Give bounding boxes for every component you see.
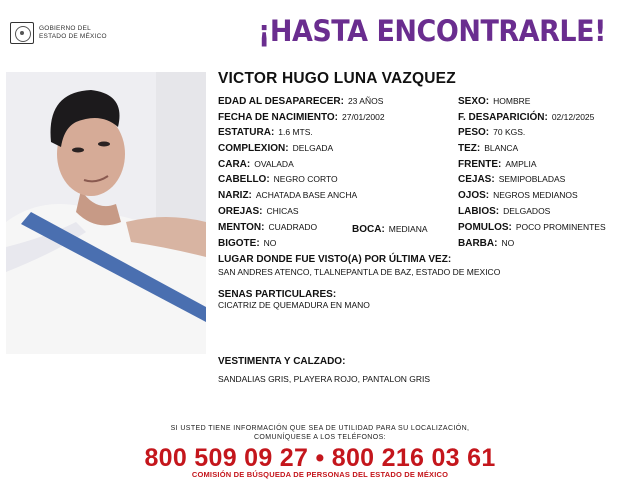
headline: ¡HASTA ENCONTRARLE! (258, 14, 606, 48)
field-orejas-value: CHICAS (266, 206, 299, 216)
field-bigote-label: BIGOTE: (218, 238, 260, 249)
field-f-desaparicion (458, 111, 594, 124)
field-tez-value: BLANCA (484, 143, 519, 153)
field-tez-label: TEZ: (458, 143, 481, 154)
field-labios (458, 205, 550, 218)
field-frente-value: AMPLIA (505, 159, 537, 169)
field-fecha-nacimiento-value: 27/01/2002 (342, 112, 385, 122)
last-seen-label: LUGAR DONDE FUE VISTO(A) POR ÚLTIMA VEZ: (218, 254, 452, 265)
field-orejas (218, 205, 299, 218)
field-peso (458, 126, 525, 139)
field-cejas-label: CEJAS: (458, 174, 495, 185)
field-nariz-value: ACHATADA BASE ANCHA (255, 190, 358, 200)
contact-notice-line-1: SI USTED TIENE INFORMACIÓN QUE SEA DE UTILIDAD PARA SU LOCALIZACIÓN, (170, 425, 470, 432)
field-ojos-value: NEGROS MEDIANOS (493, 190, 578, 200)
field-pomulos (458, 221, 606, 234)
field-peso-value: 70 KGS. (493, 127, 526, 137)
field-complexion-value: DELGADA (292, 143, 334, 153)
field-labios-label: LABIOS: (458, 206, 500, 217)
field-boca-value: MEDIANA (388, 224, 428, 234)
person-name: VICTOR HUGO LUNA VAZQUEZ (218, 70, 456, 87)
senas-value: CICATRIZ DE QUEMADURA EN MANO (218, 300, 370, 310)
field-menton (218, 221, 317, 234)
missing-person-photo (6, 72, 206, 354)
vestimenta-label: VESTIMENTA Y CALZADO: (218, 356, 346, 367)
field-frente (458, 158, 537, 171)
field-sexo (458, 95, 530, 108)
field-f-desaparicion-label: F. DESAPARICIÓN: (458, 112, 548, 123)
field-cara (218, 158, 294, 171)
field-frente-label: FRENTE: (458, 159, 502, 170)
field-cabello-value: NEGRO CORTO (273, 174, 338, 184)
field-bigote (218, 237, 276, 250)
field-cejas-value: SEMIPOBLADAS (498, 174, 566, 184)
field-bigote-value: NO (263, 238, 277, 248)
footer-commission: COMISIÓN DE BÚSQUEDA DE PERSONAS DEL ESTADO DE MÉXICO (191, 470, 449, 479)
field-cara-value: OVALADA (254, 159, 294, 169)
field-complexion-label: COMPLEXION: (218, 143, 289, 154)
logo-line-1: GOBIERNO DEL (39, 25, 91, 32)
field-fecha-nacimiento-label: FECHA DE NACIMIENTO: (218, 112, 338, 123)
field-peso-label: PESO: (458, 127, 490, 138)
field-estatura-value: 1.6 MTS. (278, 127, 313, 137)
field-pomulos-value: POCO PROMINENTES (515, 222, 606, 232)
field-labios-value: DELGADOS (503, 206, 551, 216)
field-sexo-label: SEXO: (458, 96, 490, 107)
field-barba-value: NO (501, 238, 515, 248)
field-orejas-label: OREJAS: (218, 206, 263, 217)
field-sexo-value: HOMBRE (493, 96, 531, 106)
field-complexion (218, 142, 333, 155)
field-nariz (218, 189, 357, 202)
vestimenta-value: SANDALIAS GRIS, PLAYERA ROJO, PANTALON GRIS (218, 374, 431, 384)
field-nariz-label: NARIZ: (218, 190, 252, 201)
senas-label: SENAS PARTICULARES: (218, 289, 337, 300)
field-tez (458, 142, 518, 155)
field-barba (458, 237, 514, 250)
contact-notice-line-2: COMUNÍQUESE A LOS TELÉFONOS: (253, 434, 387, 441)
government-logo (10, 22, 107, 44)
field-f-desaparicion-value: 02/12/2025 (551, 112, 595, 122)
field-pomulos-label: POMULOS: (458, 222, 512, 233)
field-fecha-nacimiento (218, 111, 385, 124)
field-boca-label: BOCA: (352, 224, 385, 235)
field-edad-value: 23 AÑOS (347, 96, 384, 106)
field-edad-label: EDAD AL DESAPARECER: (218, 96, 344, 107)
field-cabello-label: CABELLO: (218, 174, 270, 185)
field-cejas (458, 173, 565, 186)
field-cara-label: CARA: (218, 159, 251, 170)
field-boca (352, 223, 428, 236)
field-estatura (218, 126, 313, 139)
field-estatura-label: ESTATURA: (218, 127, 275, 138)
field-ojos-label: OJOS: (458, 190, 490, 201)
last-seen-value: SAN ANDRES ATENCO, TLALNEPANTLA DE BAZ, ESTADO DE MEXICO (218, 267, 501, 277)
field-cabello (218, 173, 338, 186)
field-menton-value: CUADRADO (268, 222, 318, 232)
field-edad (218, 95, 383, 108)
field-menton-label: MENTON: (218, 222, 265, 233)
field-barba-label: BARBA: (458, 238, 498, 249)
field-ojos (458, 189, 578, 202)
phone-numbers: 800 509 09 27 • 800 216 03 61 (144, 444, 496, 472)
state-seal-icon (10, 22, 34, 44)
person-photo-illustration (6, 72, 206, 354)
logo-line-2: ESTADO DE MÉXICO (39, 33, 107, 40)
logo-text (39, 25, 107, 41)
